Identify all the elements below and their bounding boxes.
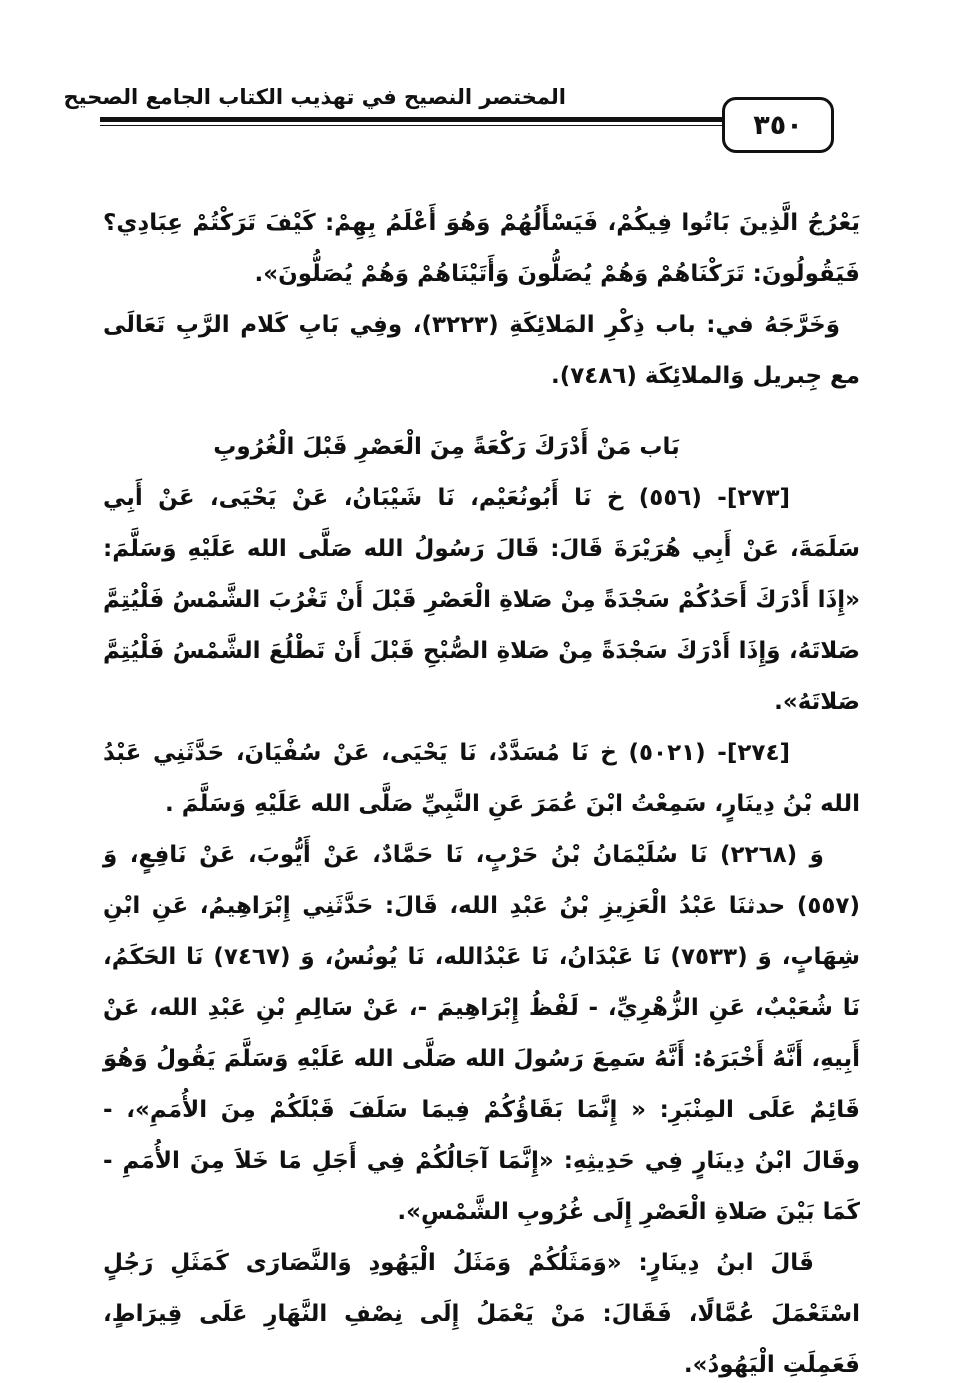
paragraph-cross-reference: وَخَرَّجَهُ في: باب ذِكْرِ المَلائِكَةِ (٣٢٢٣)، وفِي بَابِ كَلام الرَّبِ تَعَالَى مع جِبريل وَالملائِكَة (٧٤٨٦). — [103, 312, 860, 389]
paragraph-ibn-dinar: قَالَ ابنُ دِينَارٍ: «وَمَثَلُكُمْ وَمَثَلُ الْيَهُودِ وَالنَّصَارَى كَمَثَلِ رَجُلٍ اسْتَعْمَلَ عُمَّالًا، فَقَالَ: مَنْ يَعْمَلُ إِلَى نِصْفِ النَّهَارِ عَلَى قِيرَاطٍ، فَعَمِلَتِ الْيَهُودُ». — [103, 1250, 860, 1378]
chapter-heading: بَاب مَنْ أَدْرَكَ رَكْعَةً مِنَ الْعَصْرِ قَبْلَ الْغُرُوبِ — [213, 434, 680, 460]
paragraph-hadith-273: [٢٧٣]- (٥٥٦) خ نَا أَبُونُعَيْم، نَا شَيْبَانُ، عَنْ يَحْيَى، عَنْ أَبِي سَلَمَةَ، عَنْ أَبِي هُرَيْرَةَ قَالَ: قَالَ رَسُولُ الله صَلَّى الله عَلَيْهِ وَسَلَّمَ: «إِذَا أَدْرَكَ أَحَدُكُمْ سَجْدَةً مِنْ صَلاةِ الْعَصْرِ قَبْلَ أَنْ تَغْرُبَ الشَّمْسُ فَلْيُتِمَّ صَلاتَهُ، وَإِذَا أَدْرَكَ سَجْدَةً مِنْ صَلاةِ الصُّبْحِ قَبْلَ أَنْ تَطْلُعَ الشَّمْسُ فَلْيُتِمَّ صَلاتَهُ». — [103, 485, 860, 715]
paragraph-hadith-274: [٢٧٤]- (٥٠٢١) خ نَا مُسَدَّدٌ، نَا يَحْيَى، عَنْ سُفْيَانَ، حَدَّثَنِي عَبْدُ الله بْنُ دِينَارٍ، سَمِعْتُ ابْنَ عُمَرَ عَنِ النَّبِيِّ صَلَّى الله عَلَيْهِ وَسَلَّمَ . — [103, 740, 860, 817]
running-header-book-title: المختصر النصيح في تهذيب الكتاب الجامع الصحيح — [63, 85, 566, 109]
header-double-rule — [100, 117, 724, 126]
page-number: ٣٥٠ — [722, 97, 834, 153]
paragraph-continuation: يَعْرُجُ الَّذِينَ بَاتُوا فِيكُمْ، فَيَسْأَلُهُمْ وَهُوَ أَعْلَمُ بِهِمْ: كَيْفَ تَرَكْتُمْ عِبَادِي؟ فَيَقُولُونَ: تَرَكْنَاهُمْ وَهُمْ يُصَلُّونَ وَأَتَيْنَاهُمْ وَهُمْ يُصَلُّونَ». — [103, 210, 860, 287]
page-text-body — [103, 198, 860, 1383]
paragraph-chains-of-narration: وَ (٢٢٦٨) نَا سُلَيْمَانُ بْنُ حَرْبٍ، نَا حَمَّادٌ، عَنْ أَيُّوبَ، عَنْ نَافِعٍ، وَ (٥٥٧) حدثنَا عَبْدُ الْعَزِيزِ بْنُ عَبْدِ الله، قَالَ: حَدَّثَنِي إِبْرَاهِيمُ، عَنِ ابْنِ شِهَابٍ، وَ (٧٥٣٣) نَا عَبْدَانُ، نَا عَبْدُالله، نَا يُونُسُ، وَ (٧٤٦٧) نَا الحَكَمُ، نَا شُعَيْبٌ، عَنِ الزُّهْرِيِّ، - لَفْظُ إِبْرَاهِيمَ -، عَنْ سَالِمِ بْنِ عَبْدِ الله، عَنْ أَبِيهِ، أَنَّهُ أَخْبَرَهُ: أَنَّهُ سَمِعَ رَسُولَ الله صَلَّى الله عَلَيْهِ وَسَلَّمَ يَقُولُ وَهُوَ قَائِمٌ عَلَى المِنْبَرِ: « إِنَّمَا بَقَاؤُكُمْ فِيمَا سَلَفَ قَبْلَكُمْ مِنَ الأُمَمِ»، - وقَالَ ابْنُ دِينَارٍ فِي حَدِيثِهِ: «إِنَّمَا آجَالُكُمْ فِي أَجَلِ مَا خَلاَ مِنَ الأُمَمِ - كَمَا بَيْنَ صَلاةِ الْعَصْرِ إِلَى غُرُوبِ الشَّمْسِ». — [103, 842, 860, 1225]
